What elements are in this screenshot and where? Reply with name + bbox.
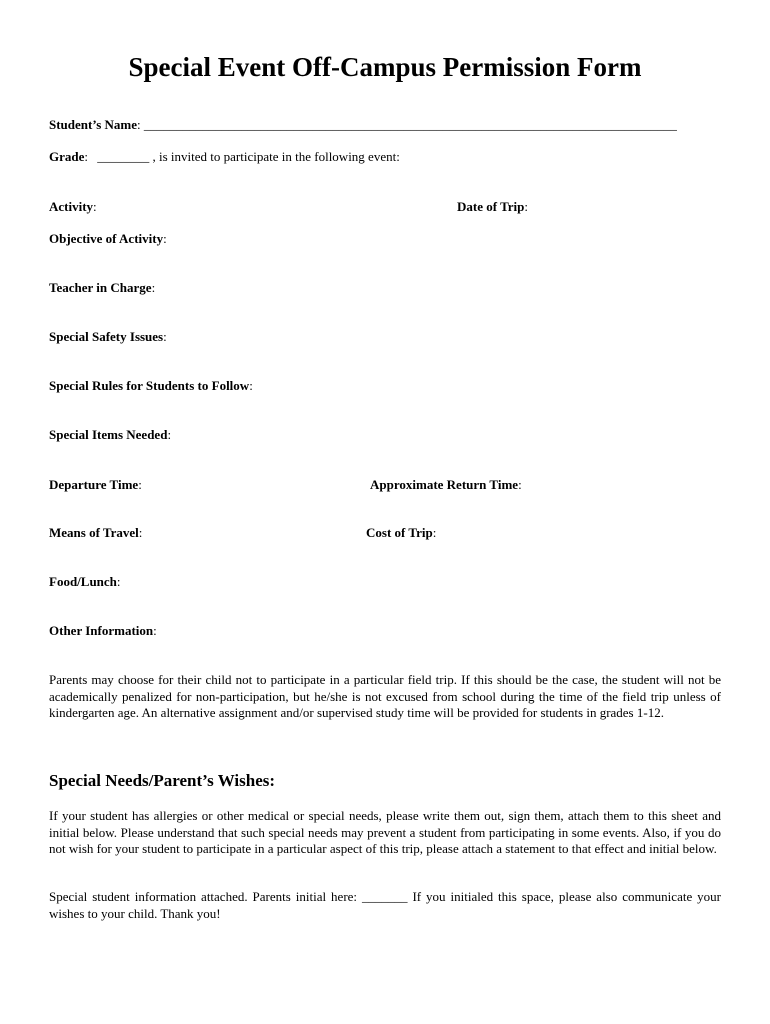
- special-needs-heading: Special Needs/Parent’s Wishes:: [49, 771, 276, 790]
- form-title: Special Event Off-Campus Permission Form: [128, 52, 642, 82]
- grade-line[interactable]: ________: [97, 149, 150, 164]
- other-colon: :: [153, 623, 157, 638]
- other-label: Other Information: [49, 623, 154, 638]
- objective-field: [49, 231, 167, 247]
- safety-colon: :: [163, 329, 167, 344]
- activity-colon: :: [93, 199, 97, 214]
- teacher-label: Teacher in Charge: [49, 280, 152, 295]
- other-field: [49, 623, 157, 639]
- return-time-field: [370, 477, 522, 493]
- return-time-colon: :: [518, 477, 522, 492]
- grade-label: Grade: [49, 149, 85, 164]
- travel-label: Means of Travel: [49, 525, 139, 540]
- cost-colon: :: [432, 525, 437, 540]
- activity-field: [49, 199, 97, 215]
- student-name-row: [49, 117, 677, 133]
- activity-label: Activity: [49, 199, 94, 214]
- date-of-trip-colon: :: [524, 199, 529, 214]
- items-field: [49, 427, 171, 443]
- travel-field: [49, 525, 142, 541]
- student-name-colon: :: [137, 117, 141, 132]
- grade-text: , is invited to participate in the following event:: [152, 149, 400, 164]
- teacher-colon: :: [151, 280, 156, 295]
- date-of-trip-field: [457, 199, 528, 215]
- travel-colon: :: [138, 525, 143, 540]
- student-name-label: Student’s Name: [49, 117, 137, 132]
- rules-label: Special Rules for Students to Follow: [49, 378, 250, 393]
- departure-field: [49, 477, 142, 493]
- grade-colon: :: [84, 149, 89, 164]
- departure-colon: :: [138, 477, 142, 492]
- teacher-field: [49, 280, 155, 296]
- initial-paragraph: Special student information attached. Parents initial here: _______ If you initialed this space, please also communicate your wishes to your child. Thank you!: [49, 889, 721, 921]
- return-time-label: Approximate Return Time: [370, 477, 519, 492]
- food-colon: :: [116, 574, 121, 589]
- student-name-line[interactable]: __________________________________________________________________________________: [143, 117, 677, 132]
- items-colon: :: [167, 427, 172, 442]
- safety-field: [49, 329, 167, 345]
- date-of-trip-label: Date of Trip: [457, 199, 525, 214]
- items-label: Special Items Needed: [49, 427, 168, 442]
- parents-paragraph: Parents may choose for their child not to participate in a particular field trip. If this should be the case, the student will not be academically penalized for non-participation, but he/she is not excused from school during the time of the field trip unless of kindergarten age. An alternative assignment and/or supervised study time will be provided for students in grades 1-12.: [49, 672, 721, 720]
- grade-row: [49, 149, 400, 165]
- objective-label: Objective of Activity: [49, 231, 164, 246]
- cost-label: Cost of Trip: [366, 525, 433, 540]
- departure-label: Departure Time: [49, 477, 139, 492]
- rules-colon: :: [249, 378, 253, 393]
- special-needs-paragraph: If your student has allergies or other medical or special needs, please write them out, sign them, attach them to this sheet and initial below. Please understand that such special needs may prevent a student from participating in some events. Also, if you do not wish for your student to participate in a particular aspect of this trip, please attach a statement to that effect and initial below.: [49, 808, 721, 856]
- safety-label: Special Safety Issues: [49, 329, 164, 344]
- rules-field: [49, 378, 253, 394]
- food-label: Food/Lunch: [49, 574, 117, 589]
- food-field: [49, 574, 121, 590]
- objective-colon: :: [163, 231, 167, 246]
- cost-field: [366, 525, 436, 541]
